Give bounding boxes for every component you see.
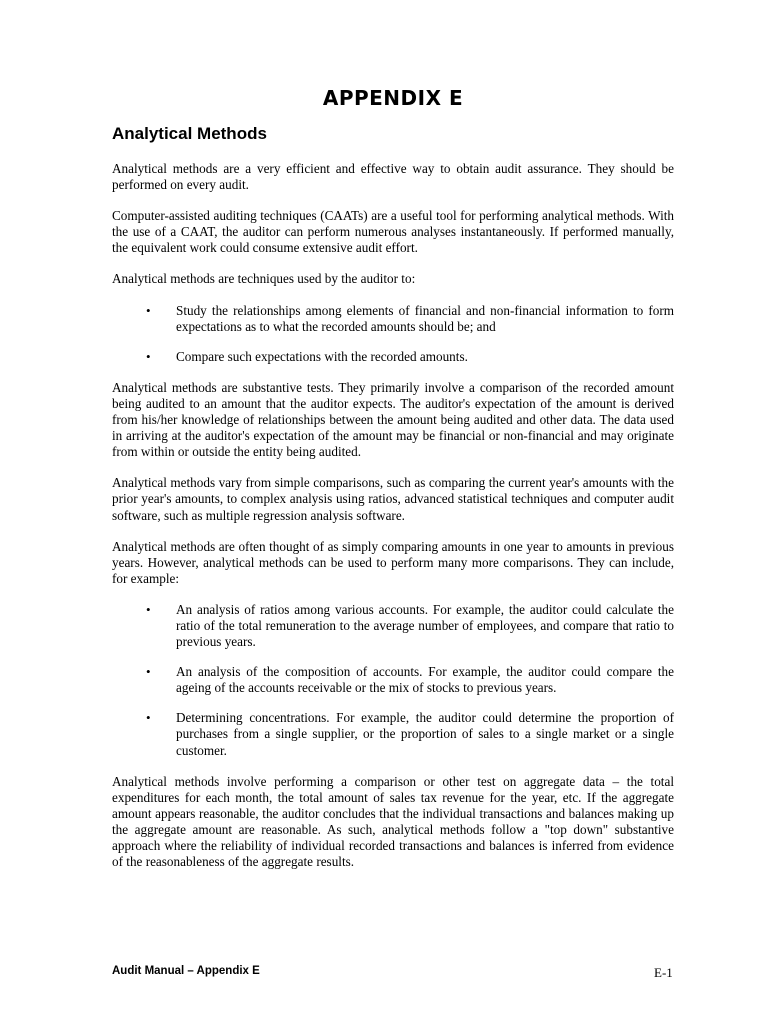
list-item-text: Determining concentrations. For example, the auditor could determine the proportion of purchases from a single supplier, or the proportion of sales to a single market or a single customer.: [176, 710, 674, 758]
list-item-text: Compare such expectations with the recorded amounts.: [176, 348, 468, 364]
list-item: [112, 349, 674, 365]
paragraph: Analytical methods are often thought of as simply comparing amounts in one year to amounts in previous years. However, analytical methods can be used to perform many more comparisons. They can include, for example:: [112, 538, 674, 586]
list-item: [112, 602, 674, 650]
bullet-icon: •: [146, 302, 151, 318]
paragraph: Analytical methods involve performing a comparison or other test on aggregate data – the total expenditures for each month, the total amount of sales tax revenue for the year, etc. If the aggregate amount appears reasonable, the auditor concludes that the individual transactions and balances making up the aggregate amount are reasonable. As such, analytical methods follow a "top down" substantive approach where the reliability of individual recorded transactions and balances is inferred from evidence of the reasonableness of the aggregate results.: [112, 773, 674, 870]
section-heading: Analytical Methods: [112, 124, 267, 143]
bullet-icon: •: [146, 601, 151, 617]
page-title: APPENDIX E: [322, 86, 464, 110]
bullet-icon: •: [146, 348, 151, 364]
bullet-list: [112, 303, 674, 365]
list-item-text: An analysis of the composition of accounts. For example, the auditor could compare the ageing of the accounts receivable or the mix of stocks to previous years.: [176, 664, 674, 696]
paragraph: Analytical methods are substantive tests. They primarily involve a comparison of the recorded amount being audited to an amount that the auditor expects. The auditor's expectation of the amount is derived from his/her knowledge of relationships between the amount being audited and other data. The data used in arriving at the auditor's expectation of the amount may be financial or non-financial and may originate from within or outside the entity being audited.: [112, 379, 674, 460]
paragraph: Analytical methods are a very efficient and effective way to obtain audit assurance. They should be performed on every audit.: [112, 161, 674, 193]
list-item: [112, 710, 674, 758]
paragraph: Computer-assisted auditing techniques (CAATs) are a useful tool for performing analytical methods. With the use of a CAAT, the auditor can perform numerous analyses instantaneously. If performed manually, the equivalent work could consume extensive audit effort.: [112, 208, 674, 256]
bullet-icon: •: [146, 710, 151, 726]
list-item-text: Study the relationships among elements of financial and non-financial information to form expectations as to what the recorded amounts should be; and: [176, 302, 674, 334]
paragraph: Analytical methods vary from simple comparisons, such as comparing the current year's amounts with the prior year's amounts, to complex analysis using ratios, advanced statistical techniques and computer audit software, such as multiple regression analysis software.: [112, 475, 674, 523]
list-item-text: An analysis of ratios among various accounts. For example, the auditor could calculate the ratio of the total remuneration to the average number of employees, and compare that ratio to previous years.: [176, 601, 674, 650]
page-number: E-1: [654, 965, 673, 980]
list-item: [112, 303, 674, 335]
bullet-list: [112, 602, 674, 759]
footer-title: Audit Manual – Appendix E: [112, 965, 260, 977]
paragraph: Analytical methods are techniques used by the auditor to:: [112, 271, 416, 287]
bullet-icon: •: [146, 664, 151, 680]
list-item: [112, 664, 674, 696]
document-body: [112, 161, 674, 885]
